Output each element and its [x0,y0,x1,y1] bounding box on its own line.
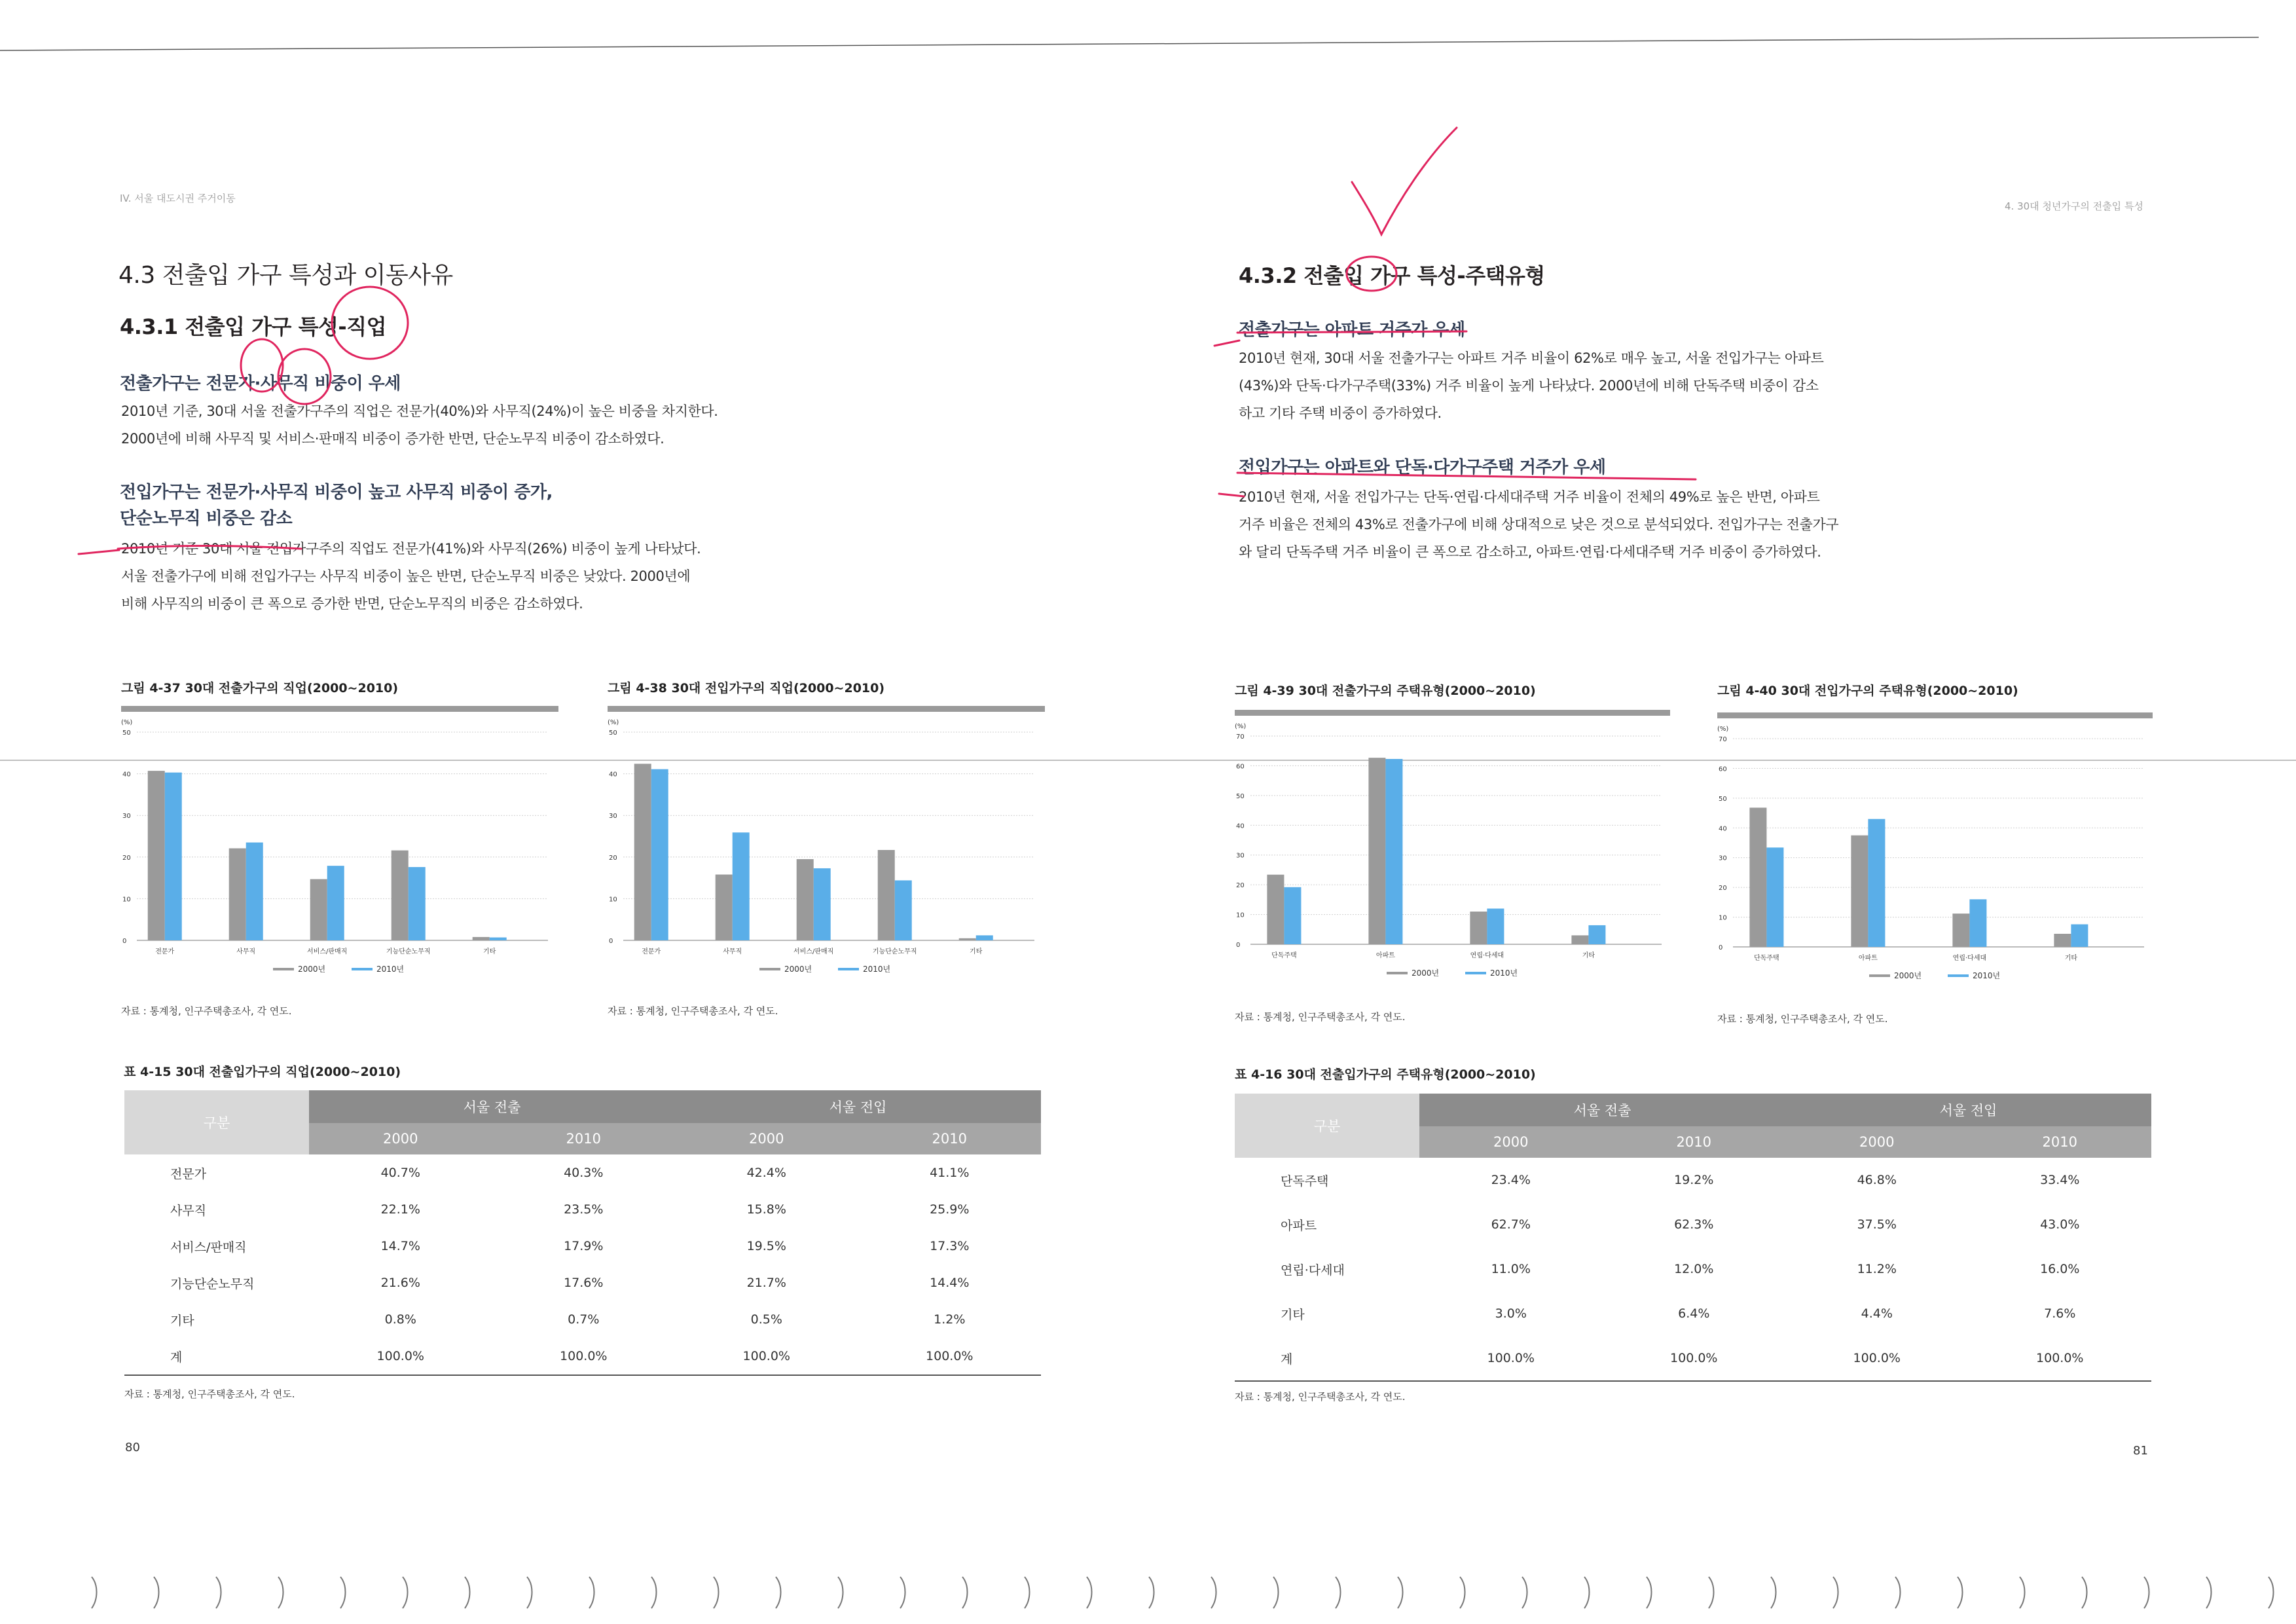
table-4-15-source: 자료 : 통계청, 인구주택총조사, 각 연도. [124,1388,295,1400]
table-cell: 33.4% [2040,1173,2080,1187]
x-tick-label: 사무직 [723,948,742,955]
table-year-header: 2010 [1603,1126,1786,1158]
binding-hole [2020,1577,2025,1608]
bar-2000 [1470,912,1487,944]
table-year-header: 2000 [675,1123,858,1154]
right-running-header: 4. 30대 청년가구의 전출입 특성 [2005,200,2143,212]
right-subsection-title: 4.3.2 전출입 가구 특성-주택유형 [1239,263,1545,288]
fig-4-37-title-rule [121,706,558,712]
legend-label-2000: 2000년 [784,965,812,974]
binding-hole [278,1577,283,1608]
table-cell: 7.6% [2044,1306,2076,1321]
table-cell: 21.7% [746,1276,786,1290]
row-label: 사무직 [170,1203,207,1218]
binding-hole [1025,1577,1030,1608]
text-line: 거주 비율은 전체의 43%로 전출가구에 비해 상대적으로 낮은 것으로 분석되었다. 전입가구는 전출가구 [1239,517,1839,532]
left-subsection-title: 4.3.1 전출입 가구 특성-직업 [120,314,387,339]
table-4-15-caption: 표 4-15 30대 전출입가구의 직업(2000~2010) [124,1065,401,1079]
table-group-header: 서울 전출 [1419,1094,1785,1126]
binding-hole [527,1577,532,1608]
text-line: 2010년 기준 30대 서울 전입가구주의 직업도 전문가(41%)와 사무직(26%) 비중이 높게 나타났다. [121,541,701,557]
left-point1-heading: 전출가구는 전문가·사무직 비중이 우세 [120,374,401,394]
y-tick-label: 50 [1719,795,1727,803]
row-label: 기타 [1281,1307,1305,1322]
table-group-header: 서울 전입 [1785,1094,2151,1126]
binding-hole [1211,1577,1216,1608]
y-unit-label: (%) [608,719,619,726]
bar-2000 [310,879,327,940]
row-label: 전문가 [170,1166,207,1181]
bar-2010 [165,773,182,940]
table-cell: 100.0% [858,1338,1042,1375]
table-row [124,1191,1041,1228]
table-4-15 [124,1090,1041,1376]
table-cell: 0.5% [750,1312,782,1327]
right-point2-text [1239,483,1893,566]
fig-4-40-source: 자료 : 통계청, 인구주택총조사, 각 연도. [1717,1013,1888,1025]
y-tick-label: 70 [1236,733,1245,741]
table-cell: 11.0% [1491,1262,1531,1276]
table-cell: 22.1% [380,1202,420,1217]
text-line: 서울 전출가구에 비해 전입가구는 사무직 비중이 높은 반면, 단순노무직 비중은 낮았다. 2000년에 [121,568,691,584]
x-tick-label: 서비스/판매직 [793,948,834,955]
table-4-16-source: 자료 : 통계청, 인구주택총조사, 각 연도. [1235,1391,1406,1403]
y-tick-label: 40 [1236,822,1245,830]
right-point1-text [1239,344,1893,427]
left-running-header: IV. 서울 대도시권 주거이동 [120,193,236,204]
table-corner-cell: 구분 [124,1090,309,1154]
table-cell: 0.7% [568,1312,600,1327]
row-label: 아파트 [1281,1218,1317,1233]
table-year-header: 2000 [1419,1126,1603,1158]
table-cell: 25.9% [930,1202,970,1217]
legend-label-2010: 2010년 [863,965,891,974]
y-tick-label: 40 [609,771,617,779]
fig-4-39-title: 그림 4-39 30대 전출가구의 주택유형(2000~2010) [1235,684,1536,698]
table-cell: 42.4% [746,1166,786,1180]
binding-hole [1771,1577,1776,1608]
binding-hole [1460,1577,1465,1608]
table-row [124,1228,1041,1264]
scan-edge-line [0,36,2296,56]
table-year-header: 2000 [309,1123,492,1154]
text-line: 2010년 현재, 서울 전입가구는 단독·연립·다세대주택 거주 비율이 전체의 49%로 높은 반면, 아파트 [1239,489,1820,505]
binding-hole [1647,1577,1652,1608]
y-tick-label: 0 [122,938,127,945]
legend-label-2000: 2000년 [1894,971,1922,980]
bar-2000 [716,875,733,940]
y-tick-label: 30 [1719,855,1727,862]
y-tick-label: 60 [1236,763,1245,771]
binding-hole [1273,1577,1279,1608]
y-tick-label: 0 [609,938,613,945]
y-tick-label: 50 [1236,792,1245,800]
table-cell: 100.0% [1603,1336,1786,1381]
fig-4-38-title-rule [608,706,1045,712]
table-group-header: 서울 전출 [309,1090,675,1123]
table-cell: 62.3% [1674,1217,1714,1232]
table-cell: 62.7% [1491,1217,1531,1232]
bar-2000 [634,764,651,940]
binding-hole [1398,1577,1403,1608]
left-section-title: 4.3 전출입 가구 특성과 이동사유 [118,262,453,289]
x-tick-label: 기타 [1582,952,1595,959]
table-year-header: 2000 [1785,1126,1969,1158]
table-cell: 14.4% [930,1276,970,1290]
y-tick-label: 30 [122,813,131,821]
table-cell: 0.8% [384,1312,416,1327]
table-row [124,1264,1041,1301]
table-cell: 23.4% [1491,1173,1531,1187]
fig-4-39-title-rule [1235,710,1670,716]
legend-label-2000: 2000년 [1412,969,1440,978]
table-corner-cell: 구분 [1235,1094,1419,1158]
text-line: 2010년 현재, 30대 서울 전출가구는 아파트 거주 비율이 62%로 매우 높고, 서울 전입가구는 아파트 [1239,350,1824,366]
table-cell: 17.6% [564,1276,604,1290]
x-tick-label: 기타 [2064,955,2078,962]
fig-4-37-title: 그림 4-37 30대 전출가구의 직업(2000~2010) [121,681,399,695]
bar-2010 [409,867,426,940]
text-line: 2010년 기준, 30대 서울 전출가구주의 직업은 전문가(40%)와 사무직(24%)이 높은 비중을 차지한다. [121,403,718,419]
table-cell: 19.5% [746,1239,786,1253]
table-year-header: 2010 [1969,1126,2152,1158]
binding-hole [1958,1577,1963,1608]
binding-hole [154,1577,159,1608]
binding-hole [2269,1577,2274,1608]
y-unit-label: (%) [1235,723,1247,730]
table-row [1235,1291,2151,1336]
bar-2010 [1284,887,1301,944]
bar-2010 [490,938,507,940]
binding-hole [776,1577,781,1608]
fig-4-38-source: 자료 : 통계청, 인구주택총조사, 각 연도. [608,1005,778,1017]
table-4-16 [1235,1094,2151,1382]
bar-2010 [1766,847,1783,947]
text-line: 하고 기타 주택 비중이 증가하였다. [1239,405,1442,421]
y-unit-label: (%) [121,719,133,726]
table-cell: 23.5% [564,1202,604,1217]
bar-2000 [1571,935,1588,944]
x-tick-label: 전문가 [642,948,661,955]
row-label: 계 [1235,1336,1419,1381]
table-cell: 6.4% [1678,1306,1710,1321]
x-tick-label: 서비스/판매직 [307,948,348,955]
bar-2010 [1969,899,1986,947]
binding-hole [962,1577,968,1608]
table-cell: 12.0% [1674,1262,1714,1276]
text-line: 2000년에 비해 사무직 및 서비스·판매직 비중이 증가한 반면, 단순노무직 비중이 감소하였다. [121,431,665,447]
table-cell: 100.0% [1969,1336,2152,1381]
right-page-number: 81 [2133,1444,2148,1458]
bar-2010 [1588,925,1605,944]
y-tick-label: 50 [122,729,131,737]
binding-hole [1522,1577,1527,1608]
row-label: 기능단순노무직 [170,1276,255,1291]
table-row [1235,1202,2151,1247]
table-cell: 17.3% [930,1239,970,1253]
arrow-mark [79,550,119,554]
bar-2000 [1952,913,1969,947]
fig-4-37-source: 자료 : 통계청, 인구주택총조사, 각 연도. [121,1005,292,1017]
x-tick-label: 기타 [970,948,983,955]
x-tick-label: 아파트 [1858,955,1878,962]
legend-label-2010: 2010년 [1973,971,2001,980]
bar-2000 [959,938,976,940]
bar-2010 [814,868,831,940]
table-group-header: 서울 전입 [675,1090,1041,1123]
table-year-header: 2010 [492,1123,676,1154]
fig-4-38-chart [608,719,1053,981]
y-tick-label: 40 [1719,825,1727,833]
binding-hole [403,1577,408,1608]
bar-2000 [1851,836,1868,947]
bar-2010 [1487,908,1504,944]
table-year-header: 2010 [858,1123,1042,1154]
binding-hole [1709,1577,1714,1608]
binding-hole [2206,1577,2212,1608]
bar-2000 [2054,934,2071,947]
binding-hole [2144,1577,2149,1608]
table-cell: 15.8% [746,1202,786,1217]
bar-2010 [1868,819,1885,947]
legend-label-2010: 2010년 [1490,969,1518,978]
table-cell: 100.0% [492,1338,676,1375]
bar-2000 [1749,807,1766,947]
row-label: 계 [124,1338,309,1375]
y-tick-label: 30 [609,813,617,821]
table-cell: 40.7% [380,1166,420,1180]
text-line: (43%)와 단독·다가구주택(33%) 거주 비율이 높게 나타났다. 2000년에 비해 단독주택 비중이 감소 [1239,378,1819,394]
table-row [1235,1336,2151,1381]
y-tick-label: 20 [609,854,617,862]
y-tick-label: 10 [1236,912,1245,919]
binding-hole [589,1577,594,1608]
table-row [124,1154,1041,1191]
y-tick-label: 10 [1719,914,1727,922]
binding-hole [340,1577,346,1608]
y-tick-label: 40 [122,771,131,779]
y-tick-label: 70 [1719,736,1727,743]
left-point2-text [121,535,743,618]
y-tick-label: 50 [609,729,617,737]
bar-2010 [976,935,993,940]
x-tick-label: 기능단순노무직 [872,948,917,955]
table-cell: 14.7% [380,1239,420,1253]
arrow-mark [1214,341,1239,346]
bar-2000 [1368,758,1385,944]
x-tick-label: 전문가 [155,948,175,955]
text-line: 와 달리 단독주택 거주 비율이 큰 폭으로 감소하고, 아파트·연립·다세대주택 거주 비중이 증가하였다. [1239,544,1821,560]
legend-label-2000: 2000년 [298,965,326,974]
y-tick-label: 60 [1719,766,1727,773]
y-tick-label: 0 [1236,942,1241,949]
binding-hole [1584,1577,1590,1608]
bar-2010 [327,866,344,940]
binding-hole [714,1577,719,1608]
fig-4-39-chart [1235,723,1680,985]
binding-holes [0,1552,2296,1624]
bar-2010 [651,769,668,940]
binding-hole [2082,1577,2087,1608]
y-tick-label: 20 [122,854,131,862]
table-cell: 37.5% [1857,1217,1897,1232]
text-line: 비해 사무직의 비중이 큰 폭으로 증가한 반면, 단순노무직의 비중은 감소하였다. [121,596,583,612]
table-cell: 40.3% [564,1166,604,1180]
y-tick-label: 10 [609,896,617,904]
binding-hole [1087,1577,1092,1608]
table-row [124,1301,1041,1338]
bar-2010 [246,843,263,940]
bar-2000 [1267,875,1284,944]
right-point2-heading: 전입가구는 아파트와 단독·다가구주택 거주가 우세 [1239,458,1606,477]
binding-hole [900,1577,905,1608]
binding-hole [92,1577,97,1608]
fig-4-40-title-rule [1717,712,2153,718]
heading-line: 전입가구는 전문가·사무직 비중이 높고 사무직 비중이 증가, [120,483,553,502]
binding-hole [1336,1577,1341,1608]
x-tick-label: 아파트 [1376,952,1395,959]
x-tick-label: 기타 [483,948,496,955]
binding-hole [465,1577,470,1608]
table-4-16-caption: 표 4-16 30대 전출입가구의 주택유형(2000~2010) [1235,1067,1536,1082]
binding-hole [1833,1577,1838,1608]
table-cell: 3.0% [1495,1306,1527,1321]
left-page-number: 80 [125,1441,140,1454]
x-tick-label: 단독주택 [1754,955,1779,962]
x-tick-label: 단독주택 [1271,952,1297,959]
table-cell: 21.6% [380,1276,420,1290]
legend-label-2010: 2010년 [376,965,405,974]
table-cell: 4.4% [1861,1306,1893,1321]
y-tick-label: 30 [1236,852,1245,860]
binding-hole [216,1577,221,1608]
bar-2010 [2071,924,2088,947]
x-tick-label: 기능단순노무직 [386,948,431,955]
bar-2000 [148,771,165,940]
table-row [1235,1158,2151,1202]
bar-2010 [1385,759,1402,944]
bar-2000 [473,937,490,940]
fig-4-40-title: 그림 4-40 30대 전입가구의 주택유형(2000~2010) [1717,684,2018,698]
table-cell: 17.9% [564,1239,604,1253]
binding-hole [1895,1577,1901,1608]
scan-top-edge [0,36,2296,37]
bar-2000 [229,848,246,940]
table-cell: 100.0% [1785,1336,1969,1381]
table-cell: 100.0% [309,1338,492,1375]
fig-4-40-chart [1717,726,2162,987]
table-cell: 1.2% [934,1312,966,1327]
fig-4-37-chart [121,719,566,981]
bar-2000 [797,859,814,940]
bar-2010 [895,880,912,940]
row-label: 서비스/판매직 [170,1240,247,1255]
y-tick-label: 20 [1236,882,1245,890]
table-cell: 43.0% [2040,1217,2080,1232]
bar-2000 [878,850,895,940]
row-label: 연립·다세대 [1281,1263,1345,1278]
y-unit-label: (%) [1717,726,1729,733]
table-row [124,1338,1041,1375]
table-row [1235,1247,2151,1291]
table-cell: 100.0% [1419,1336,1603,1381]
y-tick-label: 20 [1719,885,1727,893]
right-point1-heading: 전출가구는 아파트 거주가 우세 [1239,320,1465,340]
bar-2010 [733,832,750,940]
binding-hole [838,1577,843,1608]
row-label: 단독주택 [1281,1173,1329,1189]
y-tick-label: 0 [1719,944,1723,951]
x-tick-label: 연립·다세대 [1952,955,1987,962]
y-tick-label: 10 [122,896,131,904]
row-label: 기타 [170,1313,194,1328]
left-point1-text [121,397,743,452]
left-point2-heading [120,479,553,532]
x-tick-label: 연립·다세대 [1470,952,1504,959]
table-cell: 11.2% [1857,1262,1897,1276]
checkmark-icon [1352,128,1457,234]
table-cell: 100.0% [675,1338,858,1375]
fig-4-39-source: 자료 : 통계청, 인구주택총조사, 각 연도. [1235,1011,1406,1023]
table-cell: 16.0% [2040,1262,2080,1276]
x-tick-label: 사무직 [236,948,256,955]
binding-hole [651,1577,657,1608]
binding-hole [1149,1577,1154,1608]
table-cell: 41.1% [930,1166,970,1180]
table-cell: 46.8% [1857,1173,1897,1187]
bar-2000 [392,851,409,940]
fig-4-38-title: 그림 4-38 30대 전입가구의 직업(2000~2010) [608,681,885,695]
heading-line: 단순노무직 비중은 감소 [120,509,293,528]
table-cell: 19.2% [1674,1173,1714,1187]
